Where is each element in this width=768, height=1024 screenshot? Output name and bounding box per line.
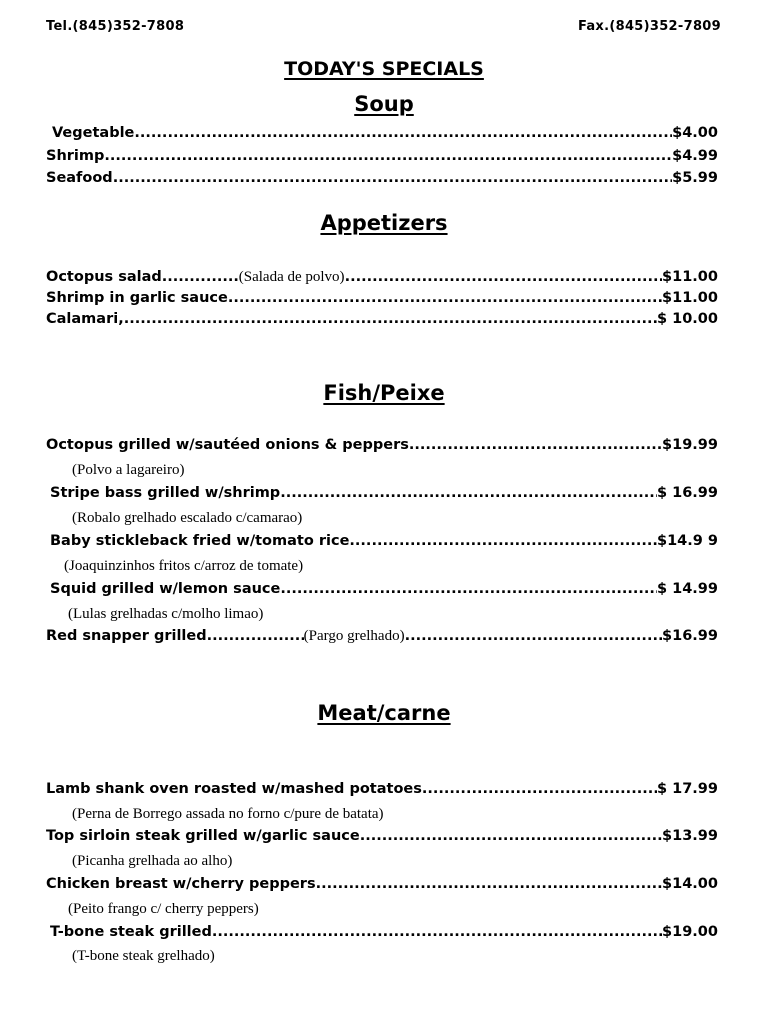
- item-price: $11.00: [662, 290, 718, 306]
- item-translation: (Lulas grelhadas c/molho limao): [68, 606, 264, 622]
- menu-item-chicken-breast: [46, 876, 718, 896]
- fish-heading: Fish/Peixe: [323, 381, 445, 405]
- item-note: (Pargo grelhado): [303, 628, 405, 644]
- menu-item-octopus-grilled: [46, 437, 718, 457]
- item-name: Top sirloin steak grilled w/garlic sauce: [46, 828, 360, 844]
- item-translation: (Polvo a lagareiro): [72, 462, 185, 478]
- item-price: $ 17.99: [656, 781, 718, 797]
- fax-number: Fax.(845)352-7809: [577, 19, 721, 34]
- item-translation: (Perna de Borrego assada no forno c/pure de batata): [72, 806, 384, 822]
- item-name: Red snapper grilled: [46, 628, 207, 644]
- menu-item-top-sirloin: [46, 828, 718, 848]
- menu-item-octopus-salad: [46, 269, 718, 289]
- item-translation: (Peito frango c/ cherry peppers): [68, 901, 259, 917]
- item-name: Chicken breast w/cherry peppers: [46, 876, 316, 892]
- item-name: Squid grilled w/lemon sauce: [50, 581, 281, 597]
- item-name: Octopus salad: [46, 269, 162, 285]
- menu-item-red-snapper: [46, 628, 718, 648]
- item-name: Calamari,: [46, 311, 124, 327]
- item-price: $4.00: [672, 125, 718, 141]
- menu-item-shrimp-soup: [46, 148, 718, 168]
- item-price: $16.99: [662, 628, 718, 644]
- item-translation: (T-bone steak grelhado): [72, 948, 215, 964]
- item-name: Stripe bass grilled w/shrimp: [50, 485, 281, 501]
- item-name: Octopus grilled w/sautéed onions & peppers: [46, 437, 409, 453]
- menu-item-t-bone-steak: [50, 924, 718, 944]
- item-price: $5.99: [672, 170, 718, 186]
- item-price: $ 14.99: [656, 581, 718, 597]
- item-price: $ 16.99: [656, 485, 718, 501]
- menu-item-lamb-shank: [46, 781, 718, 801]
- menu-item-stripe-bass: [50, 485, 718, 505]
- item-price: $4.99: [672, 148, 718, 164]
- menu-item-baby-stickleback: [50, 533, 718, 553]
- item-name: Shrimp: [46, 148, 105, 164]
- menu-item-shrimp-garlic-sauce: [46, 290, 718, 310]
- phone-number: Tel.(845)352-7808: [46, 19, 185, 34]
- item-price: $11.00: [662, 269, 718, 285]
- item-name: Lamb shank oven roasted w/mashed potatoes: [46, 781, 422, 797]
- item-price: $ 10.00: [656, 311, 718, 327]
- item-name: Seafood: [46, 170, 113, 186]
- menu-item-squid-grilled: [50, 581, 718, 601]
- item-price: $19.00: [662, 924, 718, 940]
- item-price: $14.00: [662, 876, 718, 892]
- item-translation: (Picanha grelhada ao alho): [72, 853, 233, 869]
- item-translation: (Robalo grelhado escalado c/camarao): [72, 510, 303, 526]
- item-translation: (Joaquinzinhos fritos c/arroz de tomate): [64, 558, 304, 574]
- appetizers-heading: Appetizers: [320, 211, 448, 235]
- menu-item-seafood-soup: [46, 170, 718, 190]
- item-price: $14.9 9: [656, 533, 718, 549]
- item-name: Baby stickleback fried w/tomato rice: [50, 533, 350, 549]
- item-note: (Salada de polvo): [238, 269, 345, 285]
- soup-heading: Soup: [354, 92, 414, 116]
- menu-item-vegetable-soup: [52, 125, 718, 145]
- menu-item-calamari: [46, 311, 718, 331]
- item-name: Vegetable: [52, 125, 135, 141]
- item-name: T-bone steak grilled: [50, 924, 212, 940]
- item-price: $13.99: [662, 828, 718, 844]
- meat-heading: Meat/carne: [317, 701, 451, 725]
- page-title: TODAY'S SPECIALS: [284, 58, 484, 80]
- item-name: Shrimp in garlic sauce: [46, 290, 228, 306]
- item-price: $19.99: [662, 437, 718, 453]
